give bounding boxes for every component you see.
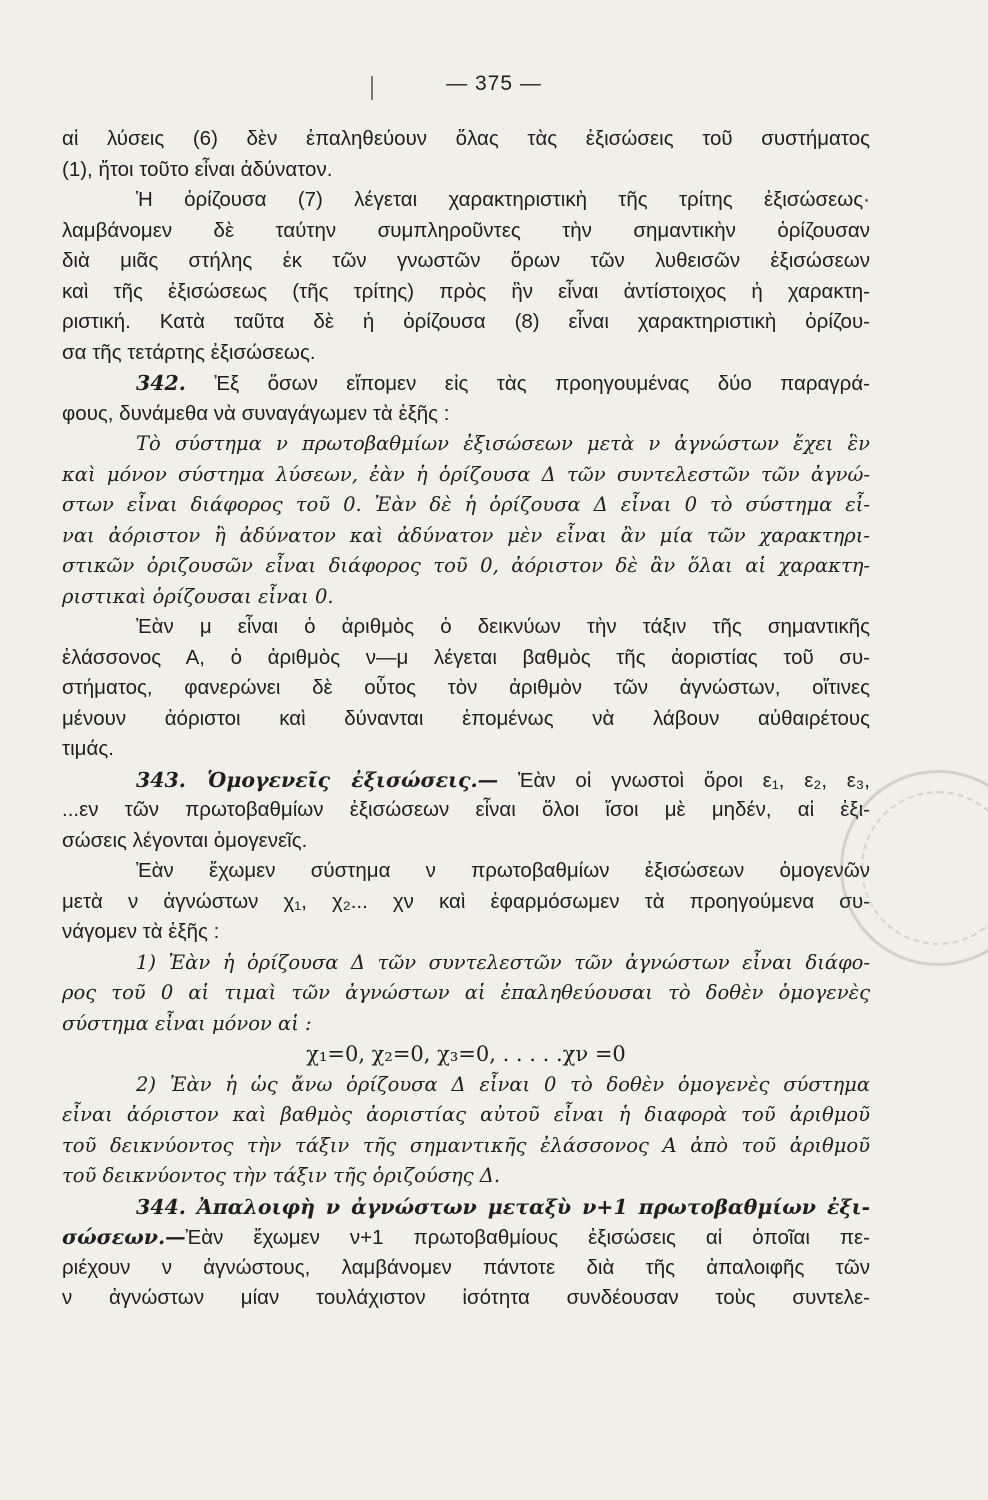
text-line: ν ἀγνώστων μίαν τουλάχιστον ἰσότητα συνδέουσαν τοὺς συντελε-: [62, 1286, 870, 1309]
text-line: Τὸ σύστημα ν πρωτοβαθμίων ἐξισώσεων μετὰ ν ἀγνώστων ἔχει ἓν: [136, 432, 870, 455]
text-line: αἱ λύσεις (6) δὲν ἐπαληθεύουν ὅλας τὰς ἐξισώσεις τοῦ συστήματος: [62, 127, 870, 150]
text-line: 343. Ὁμογενεῖς ἐξισώσεις.— Ἐὰν οἱ γνωστοὶ ὅροι ε₁, ε₂, ε₃,: [136, 767, 870, 792]
text-line: χ₁=0, χ₂=0, χ₃=0, . . . . .χν =0: [306, 1042, 626, 1066]
text-line: λαμβάνομεν δὲ ταύτην συμπληροῦντες τὴν σημαντικὴν ὁρίζουσαν: [62, 218, 870, 242]
text-line: καὶ μόνον σύστημα λύσεων, ἐὰν ἡ ὁρίζουσα Δ τῶν συντελεστῶν τῶν ἀγνώ-: [62, 462, 870, 486]
text-line: σώσεων.—Ἐὰν ἔχωμεν ν+1 πρωτοβαθμίους ἐξισώσεις αἱ ὁποῖαι πε-: [62, 1225, 870, 1249]
text-line: σώσεις λέγονται ὁμογενεῖς.: [62, 828, 308, 852]
text-line: στικῶν ὁριζουσῶν εἶναι διάφορος τοῦ 0, ἀόριστον δὲ ἂν ὅλαι αἱ χαρακτη-: [62, 554, 870, 577]
text-line: ριστικαὶ ὁρίζουσαι εἶναι 0.: [62, 584, 334, 608]
text-line: ριστική. Κατὰ ταῦτα δὲ ἡ ὁρίζουσα (8) εἶναι χαρακτηριστικὴ ὁρίζου-: [62, 310, 870, 333]
text-line: τοῦ δεικνύοντος τὴν τάξιν τῆς σημαντικῆς ἐλάσσονος Α ἀπὸ τοῦ ἀριθμοῦ: [62, 1133, 870, 1157]
section-heading: σώσεων.—: [62, 1225, 186, 1249]
section-heading: 344. Ἀπαλοιφὴ ν ἀγνώστων μεταξὺ ν+1 πρωτοβαθμίων ἐξι-: [136, 1194, 870, 1219]
text-line: τιμάς.: [62, 737, 114, 760]
text-line: 2) Ἐὰν ἡ ὡς ἄνω ὁρίζουσα Δ εἶναι 0 τὸ δοθὲν ὁμογενὲς σύστημα: [136, 1072, 870, 1096]
text-line: ἐλάσσονος Α, ὁ ἀριθμὸς ν—μ λέγεται βαθμὸς τῆς ἀοριστίας τοῦ συ-: [62, 645, 870, 669]
text-line: 1) Ἐὰν ἡ ὁρίζουσα Δ τῶν συντελεστῶν τῶν ἀγνώστων εἶναι διάφο-: [136, 950, 870, 974]
section-heading: 343. Ὁμογενεῖς ἐξισώσεις.—: [136, 767, 499, 792]
text-line: στήματος, φανερώνει δὲ οὗτος τὸν ἀριθμὸν τῶν ἀγνώστων, οἵτινες: [62, 676, 870, 699]
text-line: διὰ μιᾶς στήλης ἐκ τῶν γνωστῶν ὅρων τῶν λυθεισῶν ἐξισώσεων: [62, 249, 870, 272]
text-line: εἶναι ἀόριστον καὶ βαθμὸς ἀοριστίας αὐτοῦ εἶναι ἡ διαφορὰ τοῦ ἀριθμοῦ: [62, 1103, 870, 1126]
body-text: [62, 124, 870, 1314]
text-line: Ἡ ὁρίζουσα (7) λέγεται χαρακτηριστικὴ τῆς τρίτης ἐξισώσεως·: [136, 188, 870, 211]
text-line: Ἐὰν ἔχωμεν σύστημα ν πρωτοβαθμίων ἐξισώσεων ὁμογενῶν: [136, 859, 870, 882]
text-line: στων εἶναι διάφορος τοῦ 0. Ἐὰν δὲ ἡ ὁρίζουσα Δ εἶναι 0 τὸ σύστημα εἶ-: [62, 493, 870, 516]
text-line: νάγομεν τὰ ἑξῆς :: [62, 920, 220, 943]
page-number: — 375 —: [446, 72, 542, 95]
text-line: σα τῆς τετάρτης ἐξισώσεως.: [62, 340, 316, 364]
text-line: ρος τοῦ 0 αἱ τιμαὶ τῶν ἀγνώστων αἱ ἐπαληθεύουσαι τὸ δοθὲν ὁμογενὲς: [62, 981, 870, 1004]
text-line: φους, δυνάμεθα νὰ συναγάγωμεν τὰ ἑξῆς :: [62, 401, 450, 425]
text-line: ναι ἀόριστον ἢ ἀδύνατον καὶ ἀδύνατον μὲν εἶναι ἂν μία τῶν χαρακτηρι-: [62, 523, 870, 547]
text-line: μετὰ ν ἀγνώστων χ₁, χ₂... χν καὶ ἐφαρμόσωμεν τὰ προηγούμενα συ-: [62, 889, 870, 913]
text-line: καὶ τῆς ἐξισώσεως (τῆς τρίτης) πρὸς ἣν εἶναι ἀντίστοιχος ἡ χαρακτη-: [62, 279, 870, 303]
text-line: (1), ἤτοι τοῦτο εἶναι ἀδύνατον.: [62, 157, 333, 181]
text-line: ριέχουν ν ἀγνώστους, λαμβάνομεν πάντοτε διὰ τῆς ἀπαλοιφῆς τῶν: [62, 1255, 870, 1279]
text-line: Ἐὰν μ εἶναι ὁ ἀριθμὸς ὁ δεικνύων τὴν τάξιν τῆς σημαντικῆς: [136, 615, 870, 638]
text-line: σύστημα εἶναι μόνον αἱ :: [62, 1011, 312, 1035]
section-heading: 342.: [136, 371, 186, 395]
text-line: ...εν τῶν πρωτοβαθμίων ἐξισώσεων εἶναι ὅλοι ἴσοι μὲ μηδέν, αἱ ἐξι-: [62, 798, 870, 821]
text-line: τοῦ δεικνύοντος τὴν τάξιν τῆς ὁριζούσης Δ.: [62, 1164, 501, 1187]
text-line: [62, 1192, 870, 1223]
text-line: 342. Ἐξ ὅσων εἴπομεν εἰς τὰς προηγουμένας δύο παραγρά-: [136, 371, 870, 395]
text-line: μένουν ἀόριστοι καὶ δύνανται ἑπομένως νὰ λάβουν αὐθαιρέτους: [62, 706, 870, 730]
